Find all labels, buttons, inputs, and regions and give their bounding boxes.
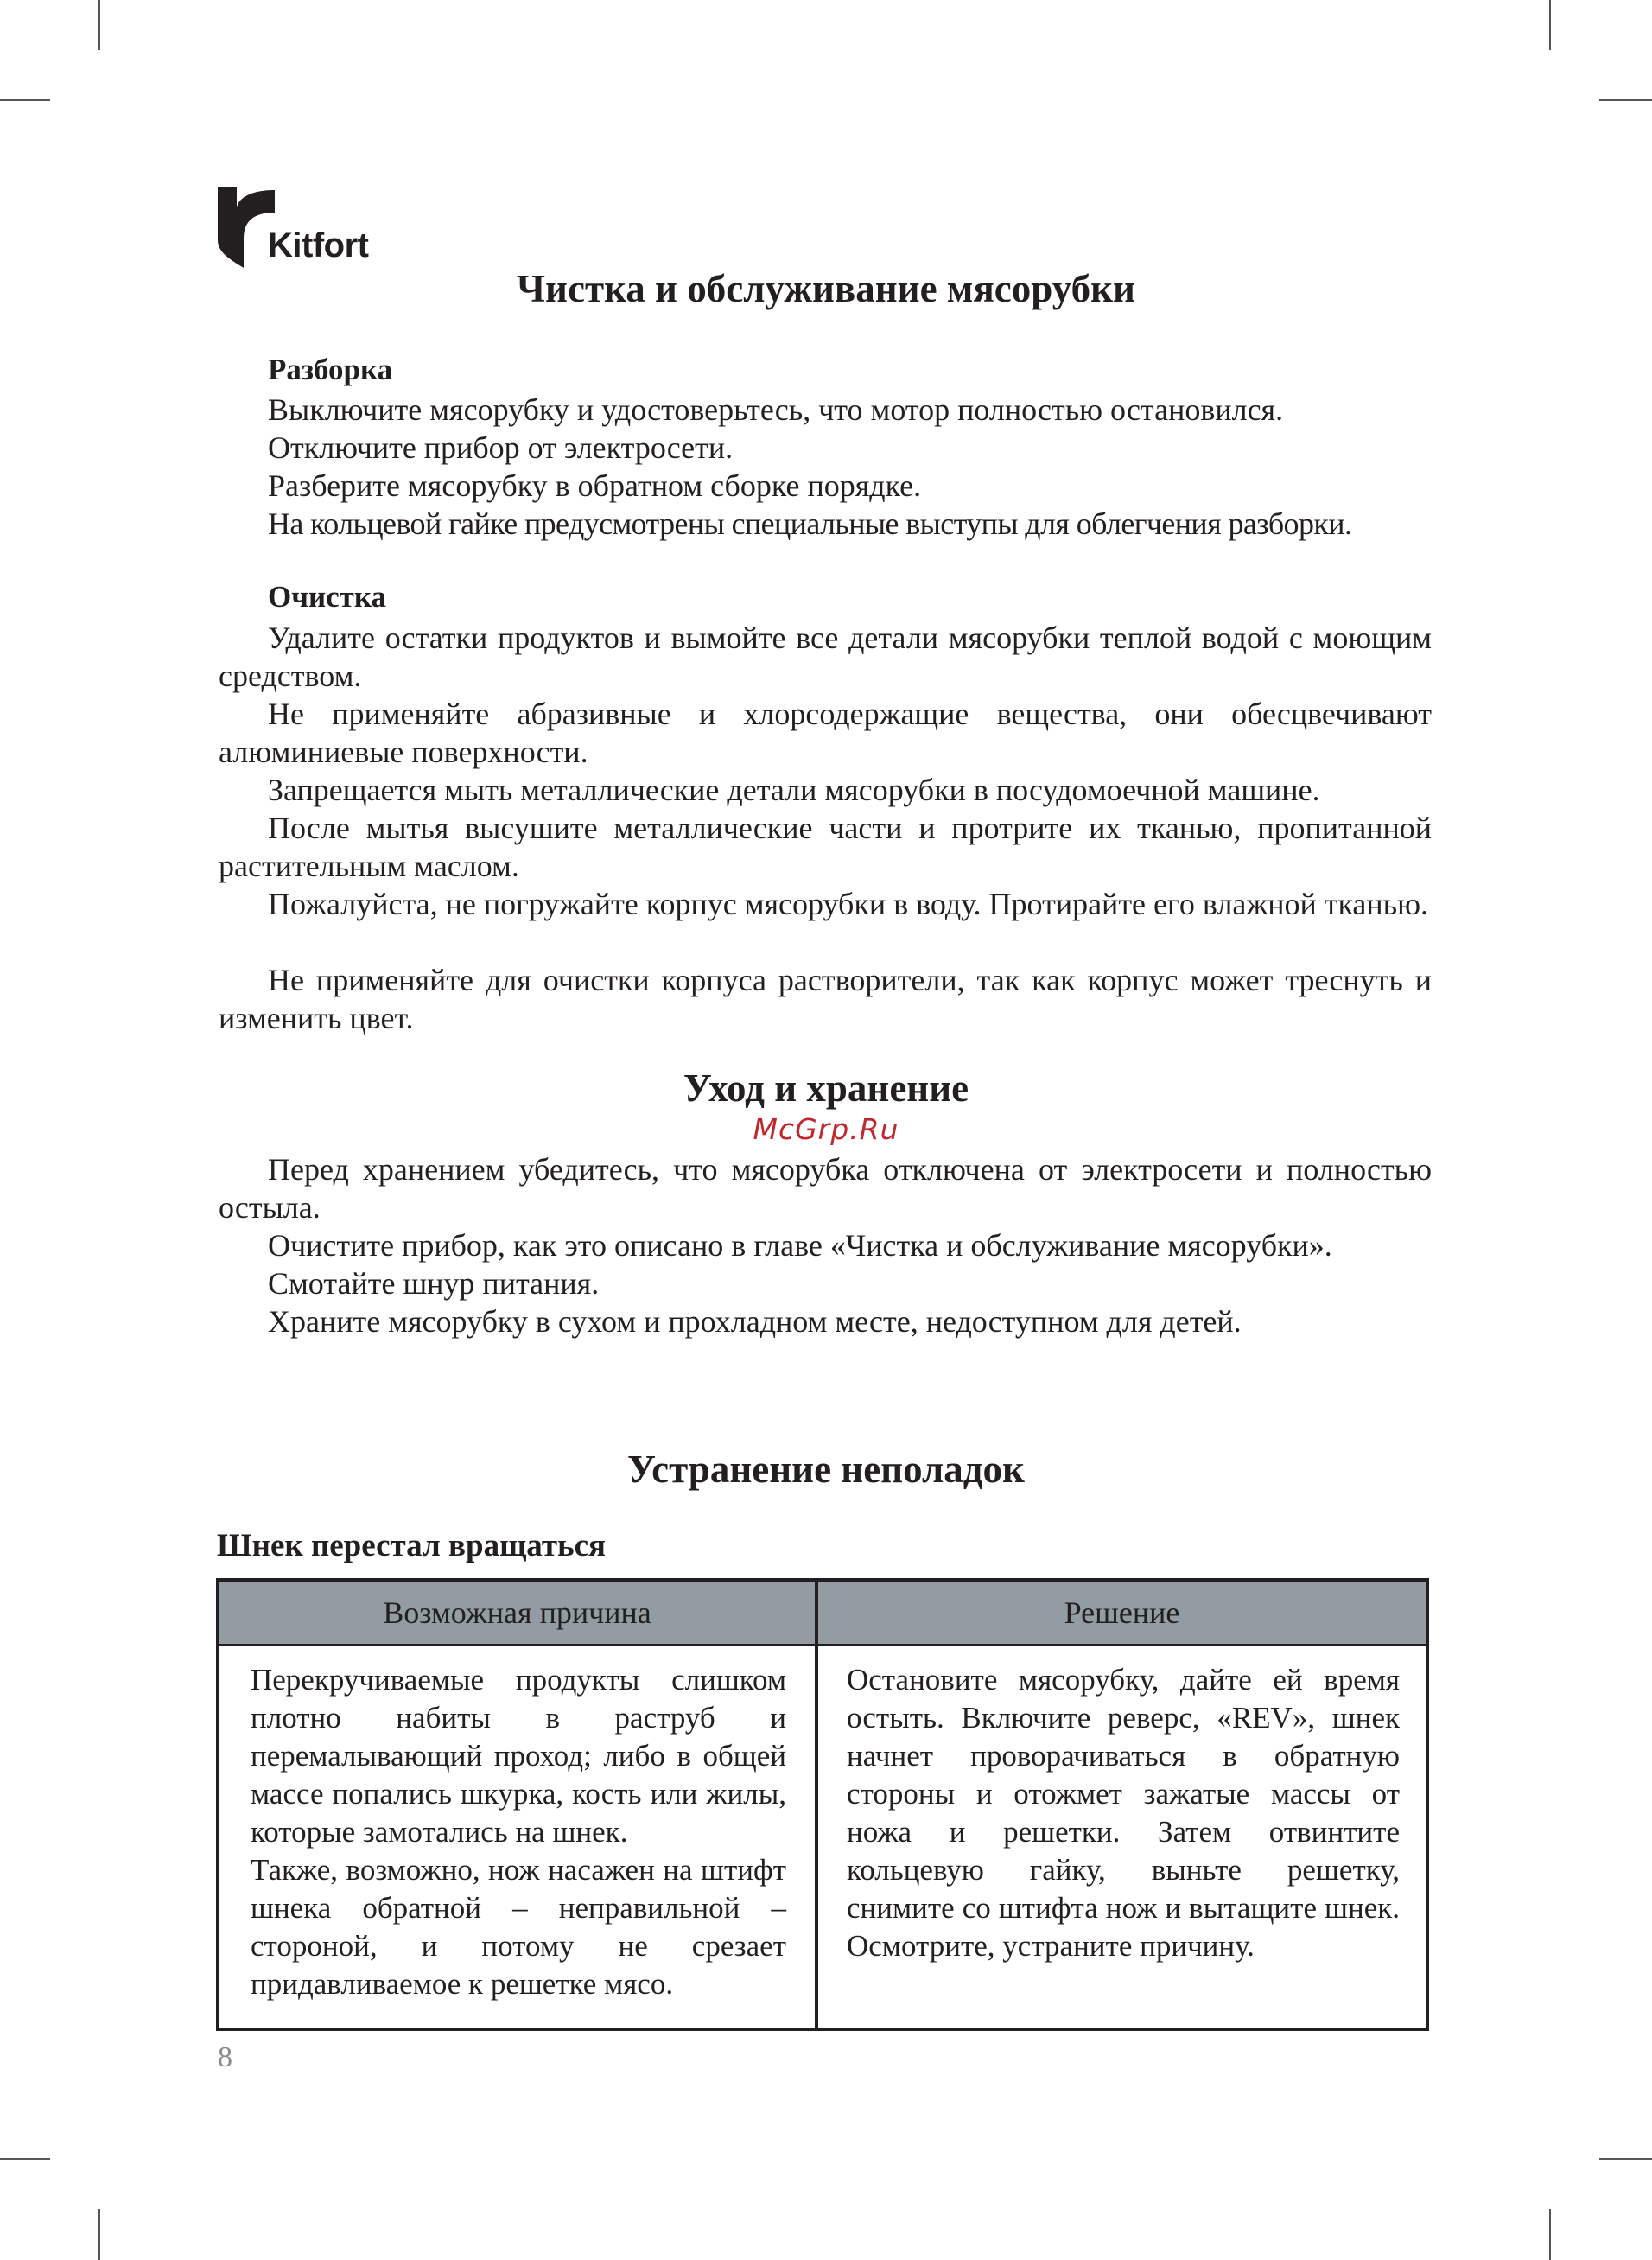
solution-paragraph: Остановите мясорубку, дайте ей время остыть. Включите реверс, «REV», шнек начнет проворачиваться в обратную стороны и отожмет зажатые массы от ножа и решетки. Затем отвинтите кольцевую гайку, выньте решетку, снимите со штифта нож и вытащите шнек. Осмотрите, устраните причину.	[847, 1663, 1400, 1963]
washing-paragraph: Пожалуйста, не погружайте корпус мясорубки в воду. Протирайте его влажной тканью.	[268, 887, 1428, 921]
logo-text: Kitfort	[268, 226, 369, 264]
storage-paragraph: Перед хранением убедитесь, что мясорубка отключена от электросети и полностью остыла.	[219, 1152, 1432, 1225]
table-column-divider	[815, 1582, 818, 2028]
cause-paragraph: Также, возможно, нож насажен на штифт шнека обратной – неправильной – стороной, и потому не срезает придавливаемое к решетке мясо.	[251, 1853, 786, 2001]
table-header-cause: Возможная причина	[383, 1595, 651, 1630]
disassembly-line: Разберите мясорубку в обратном сборке порядке.	[268, 468, 922, 503]
crop-mark	[98, 0, 100, 50]
storage-paragraph: Очистите прибор, как это описано в главе «Чистка и обслуживание мясорубки».	[268, 1228, 1332, 1263]
washing-paragraph: Не применяйте абразивные и хлорсодержащие вещества, они обесцвечивают алюминиевые поверхности.	[219, 697, 1432, 769]
washing-paragraph: Не применяйте для очистки корпуса растворители, так как корпус может треснуть и изменить цвет.	[219, 963, 1432, 1035]
washing-paragraph: Запрещается мыть металлические детали мясорубки в посудомоечной машине.	[268, 773, 1320, 807]
problem-heading: Шнек перестал вращаться	[217, 1528, 607, 1563]
table-cell-cause	[251, 1661, 786, 2003]
crop-mark	[0, 99, 50, 101]
table-header-row	[219, 1582, 1426, 1646]
crop-mark	[1599, 99, 1652, 101]
disassembly-line: На кольцевой гайке предусмотрены специальные выступы для облегчения разборки.	[268, 506, 1352, 541]
washing-paragraph: Удалите остатки продуктов и вымойте все детали мясорубки теплой водой с моющим средством.	[219, 621, 1432, 693]
subheading-disassembly: Разборка	[268, 353, 393, 386]
watermark-text: McGrp.Ru	[753, 1112, 899, 1146]
storage-paragraph: Храните мясорубку в сухом и прохладном месте, недоступном для детей.	[268, 1304, 1242, 1339]
table-header-solution: Решение	[1064, 1595, 1180, 1630]
section-title-storage: Уход и хранение	[683, 1066, 969, 1110]
troubleshooting-table	[216, 1578, 1429, 2031]
storage-paragraph: Смотайте шнур питания.	[268, 1266, 600, 1301]
cause-paragraph: Перекручиваемые продукты слишком плотно набиты в раструб и перемалывающий проход; либо в общей массе попались шкурка, кость или жилы, которые замотались на шнек.	[251, 1663, 786, 1849]
crop-mark	[1599, 2158, 1652, 2160]
crop-mark	[1549, 0, 1551, 50]
crop-mark	[98, 2209, 100, 2260]
section-title-troubleshooting: Устранение неполадок	[627, 1448, 1025, 1491]
crop-mark	[1549, 2209, 1551, 2260]
section-title-cleaning: Чистка и обслуживание мясорубки	[517, 267, 1135, 310]
subheading-washing: Очистка	[268, 580, 386, 614]
crop-mark	[0, 2158, 50, 2160]
disassembly-line: Выключите мясорубку и удостоверьтесь, что мотор полностью остановился.	[268, 392, 1284, 427]
table-cell-solution	[847, 1661, 1400, 1965]
page-number: 8	[218, 2041, 232, 2073]
kitfort-logo	[218, 187, 382, 273]
disassembly-line: Отключите прибор от электросети.	[268, 430, 734, 465]
washing-paragraph: После мытья высушите металлические части и протрите их тканью, пропитанной растительным маслом.	[219, 811, 1432, 883]
